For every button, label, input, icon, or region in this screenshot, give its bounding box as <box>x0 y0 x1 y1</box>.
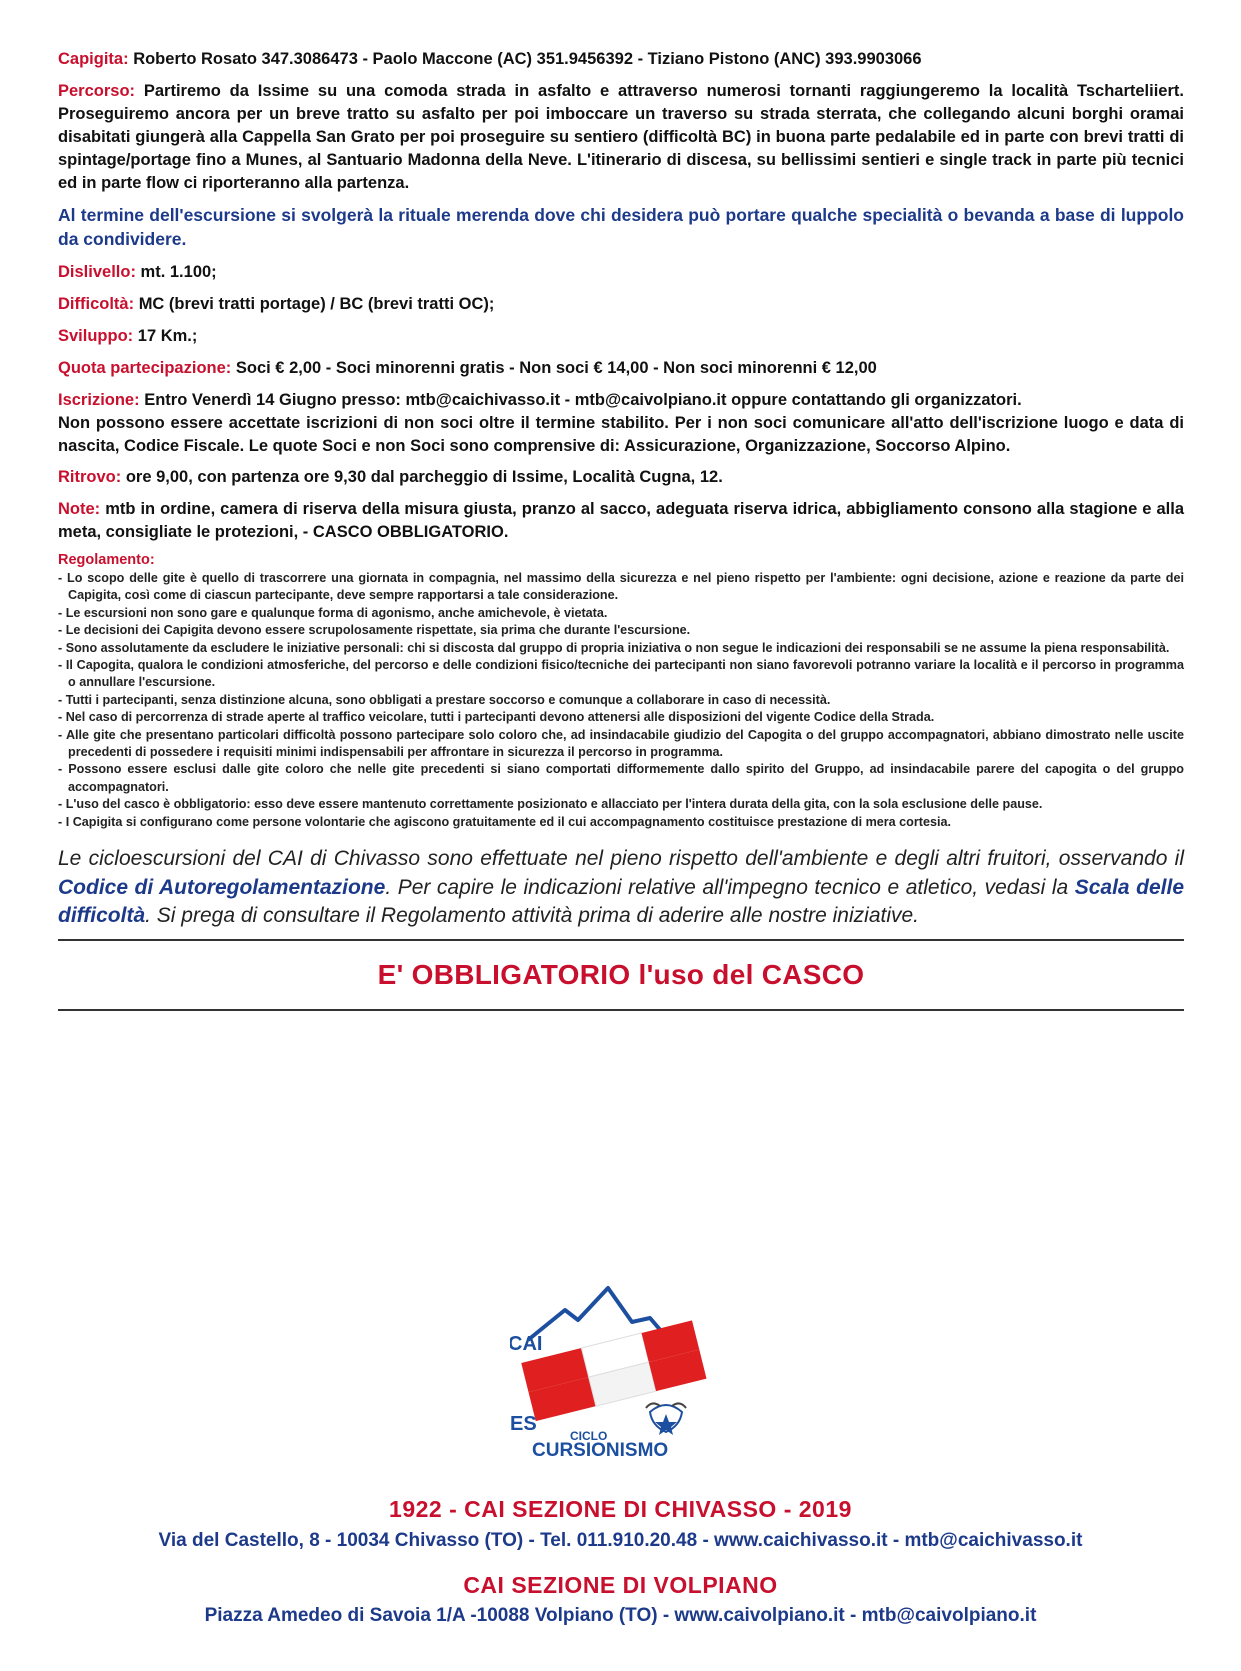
closing-part2: . Per capire le indicazioni relative all'impegno tecnico e atletico, vedasi la <box>385 875 1075 899</box>
quota-label: Quota partecipazione: <box>58 359 232 377</box>
percorso-paragraph <box>58 80 1184 195</box>
closing-part3: . Si prega di consultare il Regolamento attività prima di aderire alle nostre iniziative. <box>145 904 920 928</box>
quota-text: Soci € 2,00 - Soci minorenni gratis - Non soci € 14,00 - Non soci minorenni € 12,00 <box>235 359 877 377</box>
volpiano-title: CAI SEZIONE DI VOLPIANO <box>463 1572 778 1598</box>
regolamento-item: - Sono assolutamente da escludere le iniziative personali: chi si discosta dal gruppo di propria iniziativa o non segue le indicazioni dei responsabili se ne assume la piena responsabilità. <box>58 640 1170 655</box>
logo-es-text: ES <box>510 1413 537 1435</box>
cai-cicloescursionismo-logo <box>510 1280 720 1480</box>
flag-icon <box>521 1320 706 1421</box>
sviluppo-line <box>58 325 1184 348</box>
dislivello-line <box>58 261 1184 284</box>
capigita-label: Capigita: <box>58 50 129 68</box>
logo-cursionismo-text: CURSIONISMO <box>532 1440 669 1461</box>
regolamento-item: - Tutti i partecipanti, senza distinzione alcuna, sono obbligati a prestare soccorso e comunque a collaborare in caso di necessità. <box>58 692 831 707</box>
regolamento-item: - Possono essere esclusi dalle gite coloro che nelle gite precedenti si siano comportati difformemente dallo spirito del Gruppo, ad insindacabile parere del capogita o del gruppo accompagnatori. <box>58 762 1184 794</box>
capigita-line <box>58 48 1184 71</box>
regolamento-item: - Nel caso di percorrenza di strade aperte al traffico veicolare, tutti i partecipanti devono attenersi alle disposizioni del vigente Codice della Strada. <box>58 710 935 725</box>
ritrovo-line <box>58 466 1184 489</box>
difficolta-label: Difficoltà: <box>58 295 135 313</box>
logo-cai-text: CAI <box>510 1333 543 1355</box>
volpiano-contact: Piazza Amedeo di Savoia 1/A -10088 Volpiano (TO) - www.caivolpiano.it - mtb@caivolpiano.it <box>204 1605 1037 1626</box>
note-text: mtb in ordine, camera di riserva della misura giusta, pranzo al sacco, adeguata riserva idrica, abbigliamento consono alla stagione e alla meta, consigliate le protezioni, - CASCO OBBLIGATORIO. <box>58 500 1184 541</box>
regolamento-item: - Le escursioni non sono gare e qualunque forma di agonismo, anche amichevole, è vietata. <box>58 605 608 620</box>
percorso-label: Percorso: <box>58 82 136 100</box>
logo-graphic <box>510 1280 720 1480</box>
mountain-outline <box>528 1288 662 1340</box>
dislivello-label: Dislivello: <box>58 263 136 281</box>
divider-bottom <box>58 1009 1184 1011</box>
difficolta-text: MC (brevi tratti portage) / BC (brevi tratti OC); <box>138 295 495 313</box>
casco-headline: E' OBBLIGATORIO l'uso del CASCO <box>377 958 865 990</box>
iscrizione-text: Entro Venerdì 14 Giugno presso: mtb@caichivasso.it - mtb@caivolpiano.it oppure contattando gli organizzatori. <box>144 391 1022 409</box>
iscrizione-extra: Non possono essere accettate iscrizioni di non soci oltre il termine stabilito. Per i non soci comunicare all'atto dell'iscrizione luogo e data di nascita, Codice Fiscale. Le quote Soci e non Soci sono comprensive di: Assicurazione, Organizzazione, Soccorso Alpino. <box>58 414 1184 455</box>
regolamento-item: - L'uso del casco è obbligatorio: esso deve essere mantenuto correttamente posizionato e allacciato per l'intera durata della gita, con la sola esclusione delle pause. <box>58 797 1043 812</box>
document-body <box>58 48 1184 1011</box>
sviluppo-label: Sviluppo: <box>58 327 134 345</box>
regolamento-item: - Le decisioni dei Capigita devono essere scrupolosamente rispettate, sia prima che durante l'escursione. <box>58 623 691 638</box>
difficolta-line <box>58 293 1184 316</box>
regolamento-title: Regolamento: <box>58 552 155 568</box>
codice-autoregolamentazione-link[interactable]: Codice di Autoregolamentazione <box>58 875 386 899</box>
logo-ciclo-text: CICLO <box>570 1429 608 1443</box>
quota-line <box>58 357 1184 380</box>
regolamento-list <box>58 570 1184 831</box>
dislivello-text: mt. 1.100; <box>140 263 217 281</box>
sviluppo-text: 17 Km.; <box>137 327 198 345</box>
chivasso-title: 1922 - CAI SEZIONE DI CHIVASSO - 2019 <box>389 1496 852 1522</box>
cai-emblem-icon <box>646 1403 686 1435</box>
regolamento-item: - Alle gite che presentano particolari difficoltà possono partecipare solo coloro che, ad insindacabile giudizio del Capogita o del gruppo accompagnatori, abbiano dimostrato nelle uscite precedenti di possedere i requisiti minimi indispensabili per affrontare in sicurezza il percorso in programma. <box>58 727 1184 760</box>
regolamento-item: - Lo scopo delle gite è quello di trascorrere una giornata in compagnia, nel massimo della sicurezza e nel pieno rispetto per l'ambiente: ogni decisione, azione e reazione da parte dei Capigita, così come di ciascun partecipante, deve sempre rapportarsi a tale considerazione. <box>58 571 1184 603</box>
ritrovo-text: ore 9,00, con partenza ore 9,30 dal parcheggio di Issime, Località Cugna, 12. <box>125 468 723 486</box>
chivasso-contact: Via del Castello, 8 - 10034 Chivasso (TO) - Tel. 011.910.20.48 - www.caichivasso.it - mtb@caichivasso.it <box>158 1530 1083 1551</box>
note-label: Note: <box>58 500 101 518</box>
scala-difficolta-link[interactable]: Scala delle difficoltà <box>58 875 1184 928</box>
iscrizione-paragraph <box>58 389 1184 412</box>
closing-paragraph <box>58 845 1184 931</box>
capigita-text: Roberto Rosato 347.3086473 - Paolo Maccone (AC) 351.9456392 - Tiziano Pistono (ANC) 393.9903066 <box>133 50 922 68</box>
note-paragraph <box>58 498 1184 544</box>
ritrovo-label: Ritrovo: <box>58 468 122 486</box>
regolamento-item: - Il Capogita, qualora le condizioni atmosferiche, del percorso e delle condizioni fisico/tecniche dei partecipanti non siano favorevoli potranno variare la località e il percorso in programma o annullare l'escursione. <box>58 658 1184 690</box>
regolamento-item: - I Capigita si configurano come persone volontarie che agiscono gratuitamente ed il cui accompagnamento costituisce prestazione di mera cortesia. <box>58 814 951 829</box>
closing-part1: Le cicloescursioni del CAI di Chivasso sono effettuate nel pieno rispetto dell'ambiente e degli altri fruitori, osservando il <box>58 847 1184 871</box>
divider-top <box>58 939 1184 941</box>
iscrizione-label: Iscrizione: <box>58 391 140 409</box>
percorso-text: Partiremo da Issime su una comoda strada in asfalto e attraverso numerosi tornanti raggiungeremo la località Tscharteliiert. Proseguiremo ancora per un breve tratto su asfalto per poi imboccare un traverso su strada sterrata, che collegando alcuni borghi oramai disabitati giungerà alla Cappella San Grato per poi proseguire su sentiero (difficoltà BC) in buona parte pedalabile ed in parte con brevi tratti di spintage/portage fino a Munes, al Santuario Madonna della Neve. L'itinerario di discesa, su bellissimi sentieri e single track in parte più tecnici ed in parte flow ci riporteranno alla partenza. <box>58 82 1184 192</box>
merenda-notice: Al termine dell'escursione si svolgerà la rituale merenda dove chi desidera può portare qualche specialità o bevanda a base di luppolo da condividere. <box>58 205 1184 249</box>
